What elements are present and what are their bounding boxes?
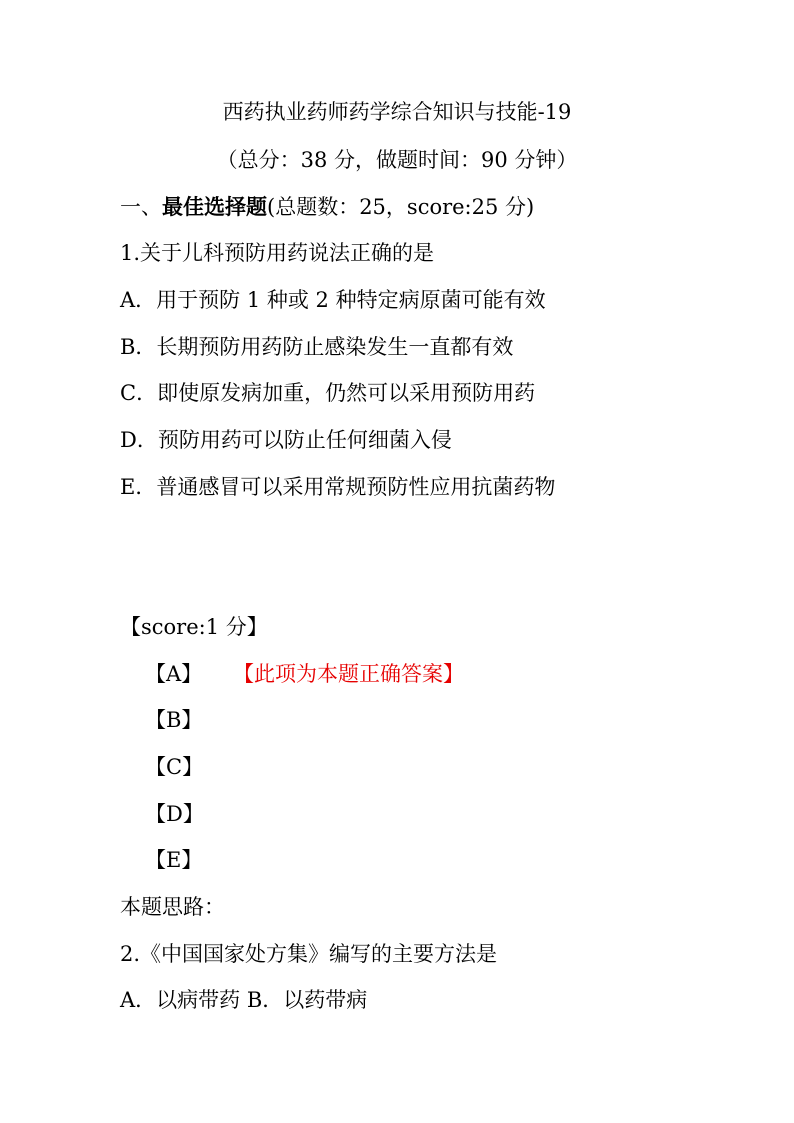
question-stem: 2.《中国国家处方集》编写的主要方法是 [120,942,498,966]
answer-choice: 【D】 [145,802,204,826]
question-option: C．即使原发病加重，仍然可以采用预防用药 [120,381,536,405]
question-option: A．以病带药 B．以药带病 [120,988,368,1012]
question-option: E．普通感冒可以采用常规预防性应用抗菌药物 [120,475,556,499]
section-heading [120,193,534,221]
section-info: (总题数：25，score:25 分) [267,195,535,219]
document-title: 西药执业药师药学综合知识与技能-19 [222,100,572,124]
score-label: 【score:1 分】 [120,615,268,639]
analysis-label: 本题思路： [120,895,225,919]
answer-choice: 【E】 [145,848,203,872]
question-option: B．长期预防用药防止感染发生一直都有效 [120,335,514,359]
question-option: D．预防用药可以防止任何细菌入侵 [120,428,452,452]
answer-choice: 【A】 [145,662,203,686]
section-prefix: 一、 [120,195,162,219]
answer-choice: 【C】 [145,755,204,779]
answer-choice: 【B】 [145,708,203,732]
question-stem: 1.关于儿科预防用药说法正确的是 [120,241,435,265]
exam-meta: （总分：38 分，做题时间：90 分钟） [216,148,578,172]
section-name: 最佳选择题 [162,194,267,219]
question-option: A．用于预防 1 种或 2 种特定病原菌可能有效 [120,288,546,312]
correct-answer-note: 【此项为本题正确答案】 [233,662,464,686]
